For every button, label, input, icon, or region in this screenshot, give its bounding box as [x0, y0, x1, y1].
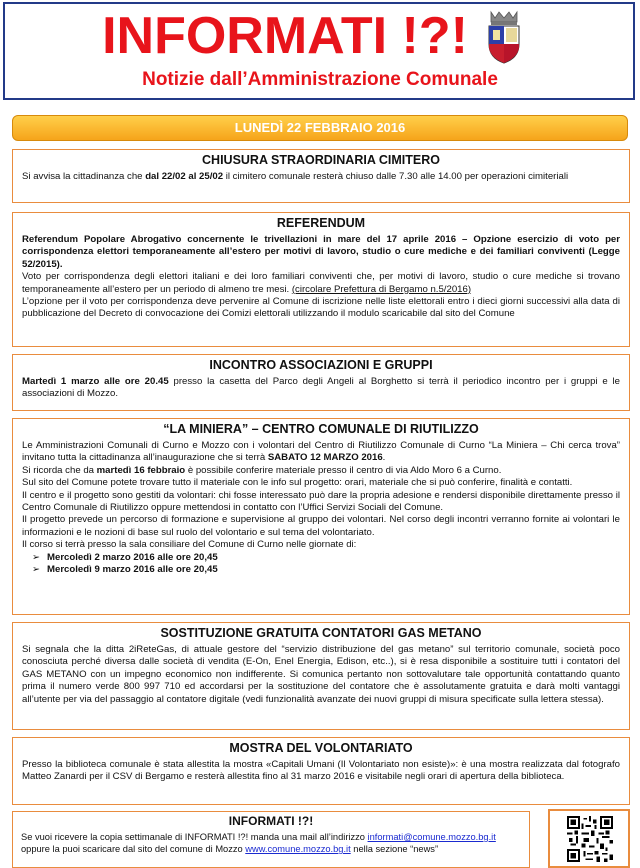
section-text: Si segnala che la ditta 2iReteGas, di attuale gestore del “servizio distribuzione del gas metano” sul territorio comunale, società poco conosciuta perché diversa dalle società di vendita (E-On, Enel Energia, Edison, etc..), si è resa disponibile a sostituire tutti i contatori del GAS METANO con un impegno economico non indifferente. Si comunica pertanto non sottovalutare tale opportunità contattando quanto prima il numero verde 800 997 710 ed accordarsi per la sostituzione del contatore che è assolutamente gratuita e darà molti vantaggi all’utente per via del passaggio al contatore digitale (vedi funzionalità avanzate dei nuovi gruppi di misura specificate sulla lettera stessa).	[22, 644, 620, 705]
section-title: SOSTITUZIONE GRATUITA CONTATORI GAS METANO	[160, 626, 482, 640]
section-cimitero	[12, 149, 630, 203]
qr-code-icon[interactable]	[567, 816, 613, 862]
section-title: INCONTRO ASSOCIAZIONI E GRUPPI	[209, 358, 433, 372]
referendum-text: Voto per corrispondenza degli elettori italiani e dei loro familiari conviventi che, per motivi di lavoro, studio o cure mediche si trovano temporaneamente all’estero per un periodo di almeno tre mesi. (circolare Prefettura di Bergamo n.5/2016)	[22, 271, 620, 295]
circolare-reference: (circolare Prefettura di Bergamo n.5/2016)	[291, 283, 472, 295]
section-mostra	[12, 737, 630, 805]
miniera-text-3: Sul sito del Comune potete trovare tutto il materiale con le info sul progetto: orari, materiale che si può conferire, finalità e contatti.	[22, 477, 573, 489]
section-incontro	[12, 354, 630, 411]
section-miniera	[12, 418, 630, 615]
section-title: MOSTRA DEL VOLONTARIATO	[229, 741, 413, 755]
section-title: “LA MINIERA” – CENTRO COMUNALE DI RIUTILIZZO	[163, 422, 479, 436]
list-item: ➢ Mercoledì 9 marzo 2016 alle ore 20,45	[22, 564, 620, 577]
website-link[interactable]: www.comune.mozzo.bg.it	[245, 844, 351, 854]
section-text: Presso la biblioteca comunale è stata allestita la mostra «Capitali Umani (Il Volontariato non esiste)»: è una mostra realizzata dal fotografo Matteo Zanardi per il CSV di Bergamo e resterà allestita fino al 31 marzo 2016 e visitabile negli orari di apertura della biblioteca.	[22, 759, 620, 783]
referendum-text-2: L’opzione per il voto per corrispondenza deve pervenire al Comune di iscrizione nelle liste elettorali entro i dieci giorni successivi alla data di pubblicazione del Decreto di convocazione dei Comizi elettorali utilizzando il modulo scaricabile dal sito del Comune	[22, 296, 620, 320]
section-text: Si avvisa la cittadinanza che dal 22/02 al 25/02 il cimitero comunale resterà chiuso dalle 7.30 alle 14.00 per operazioni cimiteriali	[22, 171, 569, 182]
miniera-text-6: Il corso si terrà presso la sala consiliare del Comune di Curno nelle giornate di:	[22, 539, 357, 551]
miniera-text-1: Le Amministrazioni Comunali di Curno e Mozzo con i volontari del Centro di Riutilizzo Comunale di Curno “La Miniera – Chi cerca trova” invitano tutta la cittadinanza all’inaugurazione che si terrà SABATO 12 MARZO 2016.	[22, 440, 620, 464]
miniera-text-5: Il progetto prevede un percorso di formazione e supervisione al gruppo dei volontari. Nel corso degli incontri verranno fornite ai volontari le informazioni e le nozioni di base sul ruolo del volontario e sul tema del volontariato.	[22, 514, 620, 538]
footer-line-1: Se vuoi ricevere la copia settimanale di INFORMATI !?! manda una mail all’indirizzo informati@comune.mozzo.bg.it	[21, 832, 496, 842]
crest-icon	[483, 8, 525, 64]
newsletter-title: INFORMATI !?!	[102, 7, 468, 65]
issue-date-band: LUNEDÌ 22 FEBBRAIO 2016	[12, 115, 628, 141]
email-link[interactable]: informati@comune.mozzo.bg.it	[367, 832, 496, 842]
course-dates-list	[22, 552, 620, 578]
newsletter-subtitle: Notizie dall’Amministrazione Comunale	[142, 69, 498, 90]
list-item: ➢ Mercoledì 2 marzo 2016 alle ore 20,45	[22, 552, 620, 565]
subscribe-footer	[12, 811, 530, 868]
section-text: Martedì 1 marzo alle ore 20.45 presso la casetta del Parco degli Angeli al Borghetto si terrà il periodico incontro per i gruppi e le associazioni di Mozzo.	[22, 376, 620, 400]
referendum-heading-text: Referendum Popolare Abrogativo concernente le trivellazioni in mare del 17 aprile 2016 – Opzione esercizio di voto per corrispondenza elettori temporaneamente all’estero per motivi di lavoro, studio o cure mediche e dei familiari conviventi (Legge 52/2015).	[22, 234, 620, 270]
section-title: REFERENDUM	[276, 216, 366, 230]
footer-line-2: oppure la puoi scaricare dal sito del comune di Mozzo www.comune.mozzo.bg.it nella sezione “news”	[21, 844, 439, 854]
qr-box	[548, 809, 630, 868]
section-referendum	[12, 212, 630, 347]
footer-title: INFORMATI !?!	[228, 814, 314, 828]
masthead	[3, 2, 635, 100]
section-title: CHIUSURA STRAORDINARIA CIMITERO	[202, 153, 440, 167]
section-gas	[12, 622, 630, 730]
miniera-text-2: Si ricorda che da martedì 16 febbraio è possibile conferire materiale presso il centro di via Aldo Moro 6 a Curno.	[22, 464, 502, 476]
miniera-text-4: Il centro e il progetto sono gestiti da volontari: chi fosse interessato può dare la propria adesione e rendersi disponibile direttamente presso il Centro Comunale di Riutilizzo oppure mettendosi in contatto con l’Uffici Servizi Sociali del Comune.	[22, 489, 620, 514]
